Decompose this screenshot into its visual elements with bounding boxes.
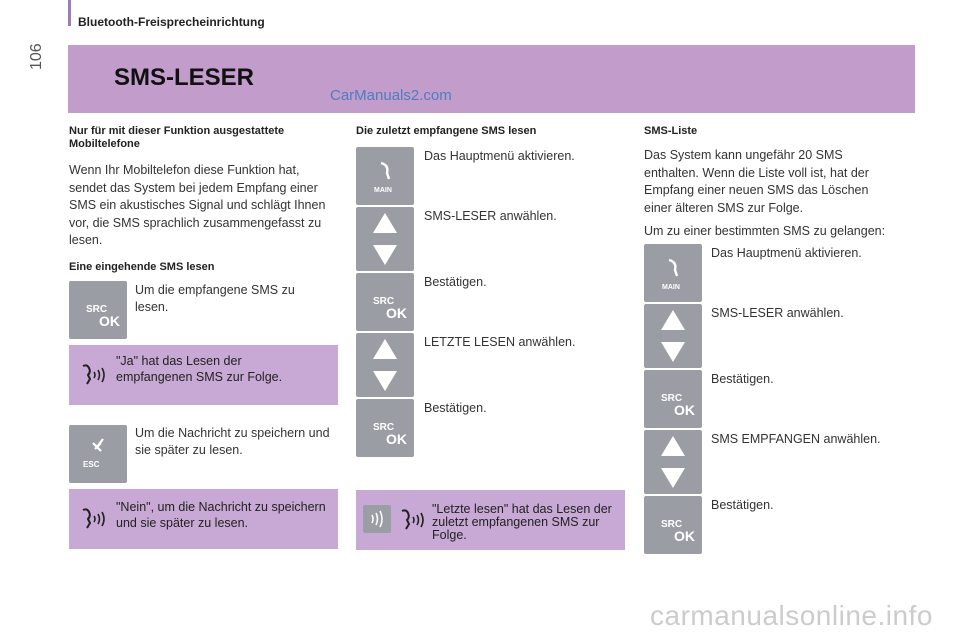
header-bar	[68, 0, 71, 26]
col3-step-4: SMS EMPFANGEN anwählen.	[711, 432, 881, 446]
col3-step-2: SMS-LESER anwählen.	[711, 306, 844, 320]
col1-subheading: Eine eingehende SMS lesen	[69, 261, 215, 273]
svg-text:OK: OK	[674, 528, 695, 544]
arrow-up-icon	[373, 213, 397, 233]
col3-heading: SMS-Liste	[644, 125, 698, 137]
svg-text:SRC: SRC	[373, 422, 395, 433]
src-label: SRC	[86, 304, 108, 315]
svg-text:MAIN: MAIN	[662, 284, 680, 291]
up-down-button	[644, 304, 702, 368]
esc-label: ESC	[83, 460, 100, 469]
voice-command-icon	[79, 507, 109, 531]
arrow-down-icon	[373, 245, 397, 265]
up-down-button	[356, 207, 414, 271]
step-save-label: Um die Nachricht zu speichern und sie später zu lesen.	[135, 426, 330, 457]
svg-text:OK: OK	[386, 431, 407, 447]
col3-step-3: Bestätigen.	[711, 372, 774, 386]
src-ok-button	[644, 496, 702, 554]
voice-button-icon	[372, 511, 382, 527]
voice-box-last	[356, 490, 625, 550]
col3-intro: Das System kann ungefähr 20 SMS enthalten. Wenn die Liste voll ist, hat der Empfang einer neuen SMS das Löschen einer älteren SMS zur Folge.	[644, 148, 869, 215]
up-down-button	[356, 333, 414, 397]
src-ok-button	[356, 399, 414, 457]
voice-command-icon	[398, 508, 428, 532]
arrow-up-icon	[661, 310, 685, 330]
main-button	[356, 147, 414, 205]
col1-heading: Nur für mit dieser Funktion ausgestattete Mobiltelefone	[69, 125, 285, 150]
esc-button	[69, 425, 127, 483]
svg-text:OK: OK	[386, 305, 407, 321]
src-ok-button	[644, 370, 702, 428]
page-title: SMS-LESER	[114, 64, 255, 91]
voice-yes-text: "Ja" hat das Lesen der empfangenen SMS zur Folge.	[116, 354, 283, 384]
voice-last-text: "Letzte lesen" hat das Lesen der zuletzt empfangenen SMS zur Folge.	[432, 502, 612, 542]
voice-box-no	[69, 489, 338, 549]
col2-step-4: LETZTE LESEN anwählen.	[424, 335, 576, 349]
main-label: MAIN	[374, 187, 392, 194]
col2-step-5: Bestätigen.	[424, 401, 487, 415]
col1-intro: Wenn Ihr Mobiltelefon diese Funktion hat, sendet das System bei jedem Empfang einer SMS ein akustisches Signal und schlägt Ihnen vor, die SMS sprachlich zusammengefasst zu lesen.	[69, 163, 326, 247]
src-ok-button	[69, 281, 127, 339]
col2-step-2: SMS-LESER anwählen.	[424, 209, 557, 223]
voice-box-yes	[69, 345, 338, 405]
arrow-down-icon	[661, 342, 685, 362]
arrow-down-icon	[373, 371, 397, 391]
arrow-up-icon	[373, 339, 397, 359]
col3-step-5: Bestätigen.	[711, 498, 774, 512]
voice-command-icon	[79, 363, 109, 387]
running-header: Bluetooth-Freisprecheinrichtung	[78, 15, 265, 29]
esc-icon	[93, 439, 103, 451]
main-icon	[381, 163, 389, 179]
watermark: CarManuals2.com	[330, 87, 452, 104]
svg-text:SRC: SRC	[661, 519, 683, 530]
main-icon	[669, 260, 677, 276]
col3-step-1: Das Hauptmenü aktivieren.	[711, 246, 862, 260]
col2-step-1: Das Hauptmenü aktivieren.	[424, 149, 575, 163]
up-down-button	[644, 430, 702, 494]
ok-label: OK	[99, 313, 120, 329]
svg-text:SRC: SRC	[373, 296, 395, 307]
col2-step-3: Bestätigen.	[424, 275, 487, 289]
footer-watermark: carmanualsonline.info	[650, 600, 933, 631]
col2-heading: Die zuletzt empfangene SMS lesen	[356, 125, 537, 137]
svg-text:OK: OK	[674, 402, 695, 418]
page-number: 106	[28, 43, 45, 70]
voice-no-text: "Nein", um die Nachricht zu speichern und sie später zu lesen.	[116, 500, 326, 530]
svg-text:SRC: SRC	[661, 393, 683, 404]
step-read-label: Um die empfangene SMS zu lesen.	[135, 283, 295, 314]
col3-lead: Um zu einer bestimmten SMS zu gelangen:	[644, 224, 886, 238]
arrow-up-icon	[661, 436, 685, 456]
main-button	[644, 244, 702, 302]
arrow-down-icon	[661, 468, 685, 488]
voice-button	[363, 505, 391, 533]
src-ok-button	[356, 273, 414, 331]
